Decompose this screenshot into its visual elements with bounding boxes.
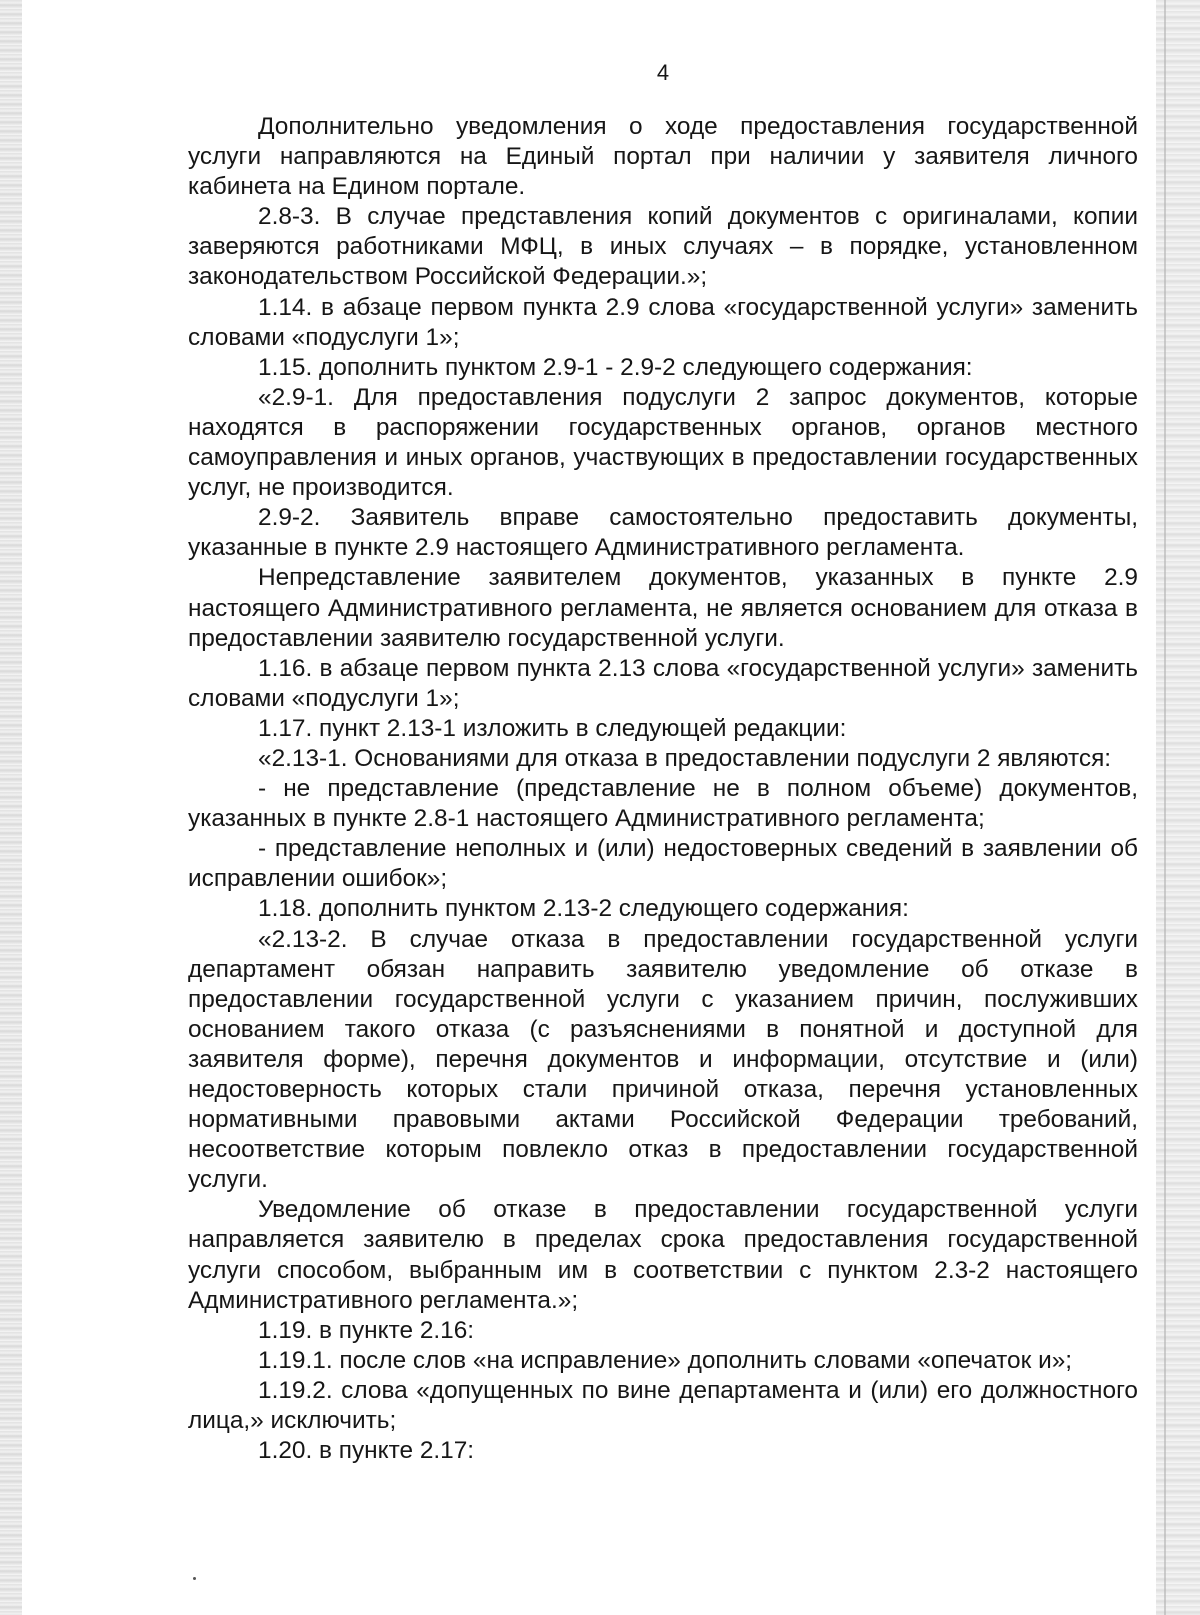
page-number: 4 — [656, 60, 670, 85]
paragraph: 1.20. в пункте 2.17: — [258, 1437, 475, 1465]
document-body — [188, 112, 1138, 1466]
paragraph: 1.14. в абзаце первом пункта 2.9 слова «государственной услуги» заменить словами «подуслуги 1»; — [188, 293, 1138, 351]
paragraph: «2.9-1. Для предоставления подуслуги 2 запрос документов, которые находятся в распоряжении государственных органов, органов местного самоуправления и иных органов, участвующих в предоставлении государственных услуг, не производится. — [188, 383, 1138, 502]
paragraph: 1.17. пункт 2.13-1 изложить в следующей редакции: — [258, 714, 847, 742]
paragraph: 1.16. в абзаце первом пункта 2.13 слова «государственной услуги» заменить словами «подуслуги 1»; — [188, 654, 1138, 712]
paragraph: 1.19. в пункте 2.16: — [258, 1316, 475, 1344]
scan-edge-left — [0, 0, 22, 1615]
scan-speck — [193, 1577, 196, 1580]
paragraph: - не представление (представление не в полном объеме) документов, указанных в пункте 2.8-1 настоящего Административного регламента; — [188, 775, 1138, 833]
paragraph: Дополнительно уведомления о ходе предоставления государственной услуги направляются на Единый портал при наличии у заявителя личного кабинета на Едином портале. — [188, 113, 1138, 201]
paragraph: 1.15. дополнить пунктом 2.9-1 - 2.9-2 следующего содержания: — [258, 353, 973, 381]
paragraph: Непредставление заявителем документов, указанных в пункте 2.9 настоящего Административного регламента, не является основанием для отказа в предоставлении заявителю государственной услуги. — [188, 564, 1138, 652]
paragraph: 1.19.2. слова «допущенных по вине департамента и (или) его должностного лица,» исключить; — [188, 1376, 1138, 1435]
paragraph: 1.19.1. после слов «на исправление» дополнить словами «опечаток и»; — [258, 1346, 1073, 1374]
paragraph: «2.13-2. В случае отказа в предоставлении государственной услуги департамент обязан направить заявителю уведомление об отказе в предоставлении государственной услуги с указанием причин, послуживших основанием такого отказа (с разъяснениями в понятной и доступной для заявителя форме), перечня документов и информации, отсутствие и (или) недостоверность которых стали причиной отказа, перечня установленных нормативными правовыми актами Российской Федерации требований, несоответствие которым повлекло отказ в предоставлении государственной услуги. — [188, 925, 1138, 1194]
paragraph: 2.8-3. В случае представления копий документов с оригиналами, копии заверяются работниками МФЦ, в иных случаях – в порядке, установленном законодательством Российской Федерации.»; — [188, 203, 1138, 291]
paragraph: «2.13-1. Основаниями для отказа в предоставлении подуслуги 2 являются: — [258, 744, 1112, 772]
scan-edge-right — [1156, 0, 1200, 1615]
paragraph: 1.18. дополнить пунктом 2.13-2 следующего содержания: — [258, 895, 909, 923]
paragraph: - представление неполных и (или) недостоверных сведений в заявлении об исправлении ошибок»; — [188, 835, 1138, 893]
paragraph: Уведомление об отказе в предоставлении государственной услуги направляется заявителю в пределах срока предоставления государственной услуги способом, выбранным им в соответствии с пунктом 2.3-2 настоящего Административного регламента.»; — [188, 1196, 1138, 1314]
paragraph: 2.9-2. Заявитель вправе самостоятельно предоставить документы, указанные в пункте 2.9 настоящего Административного регламента. — [188, 504, 1138, 562]
